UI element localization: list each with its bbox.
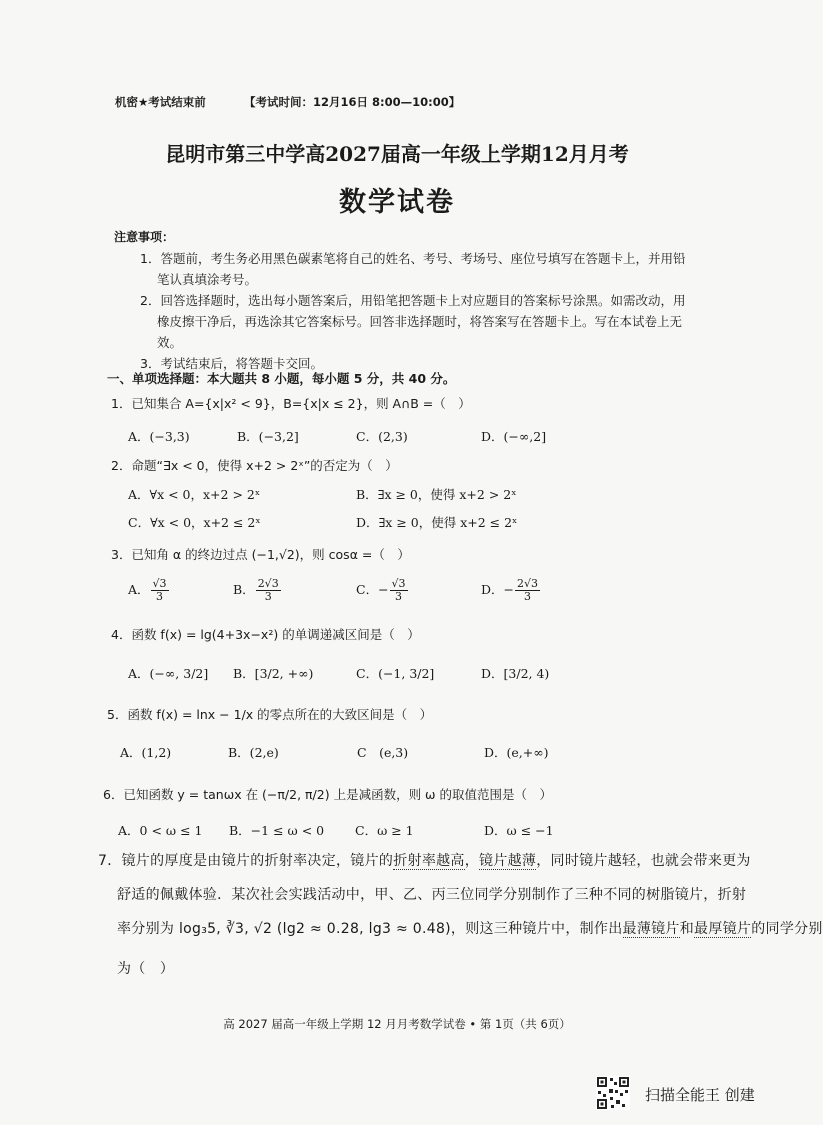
note-3: 3．考试结束后，将答题卡交回。 [140, 356, 323, 371]
note-1-cont: 笔认真填涂考号。 [157, 272, 258, 287]
q5-option-a: A．(1,2) [120, 745, 172, 760]
q6-option-b: B．−1 ≤ ω < 0 [229, 823, 325, 838]
question-7-line-1: 7．镜片的厚度是由镜片的折射率决定，镜片的折射率越高，镜片越薄，同时镜片越轻，也就会带来更为 [98, 853, 751, 869]
question-4: 4．函数 f(x) = lg(4+3x−x²) 的单调递减区间是（ ） [111, 627, 420, 642]
q6-option-d: D．ω ≤ −1 [484, 823, 554, 838]
note-2-cont2: 效。 [157, 335, 183, 350]
q1-option-d: D．(−∞,2] [481, 429, 547, 444]
q1-option-b: B．(−3,2] [237, 429, 299, 444]
q3-option-c: C．− $\frac{√3}{3}$ [356, 577, 406, 603]
q6-option-c: C．ω ≥ 1 [355, 823, 414, 838]
q2-option-d: D．∃x ≥ 0，使得 x+2 ≤ 2ˣ [356, 515, 518, 530]
question-7-line-2: 舒适的佩戴体验．某次社会实践活动中，甲、乙、丙三位同学分别制作了三种不同的树脂镜片，折射 [117, 887, 747, 903]
page-footer: 高 2027 届高一年级上学期 12 月月考数学试卷 • 第 1页（共 6页） [223, 1017, 571, 1031]
note-2: 2．回答选择题时，选出每小题答案后，用铅笔把答题卡上对应题目的答案标号涂黑。如需改动，用 [140, 293, 686, 308]
q5-option-c: C (e,3) [357, 745, 409, 760]
question-7-line-3: 率分别为 log₃5, ∛3, √2 (lg2 ≈ 0.28, lg3 ≈ 0.48)，则这三种镜片中，制作出最薄镜片和最厚镜片的同学分别 [117, 921, 823, 937]
exam-time: 【考试时间：12月16日 8:00—10:00】 [244, 95, 461, 109]
question-3: 3．已知角 α 的终边过点 (−1,√2)，则 cosα =（ ） [111, 547, 410, 562]
q4-option-a: A．(−∞, 3/2] [128, 666, 209, 681]
q5-option-b: B．(2,e) [228, 745, 279, 760]
q2-option-a: A．∀x < 0，x+2 > 2ˣ [128, 487, 261, 502]
q3-option-d: D．− $\frac{2√3}{3}$ [481, 577, 539, 603]
q4-option-b: B．[3/2, +∞) [233, 666, 314, 681]
q3-option-b: B． $\frac{2√3}{3}$ [233, 577, 279, 603]
note-1: 1．答题前，考生务必用黑色碳素笔将自己的姓名、考号、考场号、座位号填写在答题卡上，并用铅 [140, 251, 686, 266]
q3-option-a: A． $\frac{√3}{3}$ [128, 577, 167, 603]
notes-heading: 注意事项： [114, 230, 175, 244]
q1-option-c: C．(2,3) [356, 429, 408, 444]
emphasis-thickest: 最厚镜片 [694, 921, 752, 937]
q6-option-a: A．0 < ω ≤ 1 [118, 823, 203, 838]
question-6: 6．已知函数 y = tanωx 在 (−π/2, π/2) 上是减函数，则 ω 的取值范围是（ ） [103, 787, 552, 802]
q2-option-c: C．∀x < 0，x+2 ≤ 2ˣ [128, 515, 261, 530]
qr-code-icon [596, 1076, 630, 1110]
q2-option-b: B．∃x ≥ 0，使得 x+2 > 2ˣ [356, 487, 517, 502]
question-7-line-4: 为（ ） [117, 961, 175, 977]
question-1: 1．已知集合 A={x|x² < 9}，B={x|x ≤ 2}，则 A∩B =（ ） [111, 396, 471, 411]
q5-option-d: D．(e,+∞) [484, 745, 549, 760]
scanner-watermark: 扫描全能王 创建 [645, 1086, 755, 1104]
confidential-label: 机密★考试结束前 [115, 95, 206, 109]
note-2-cont: 橡皮擦干净后，再选涂其它答案标号。回答非选择题时，将答案写在答题卡上。写在本试卷上无 [157, 314, 683, 329]
section-heading: 一、单项选择题：本大题共 8 小题，每小题 5 分，共 40 分。 [107, 371, 456, 386]
q4-option-d: D．[3/2, 4) [481, 666, 550, 681]
emphasis-thinnest: 最薄镜片 [622, 921, 680, 937]
emphasis-thinner: 镜片越薄 [479, 853, 537, 869]
question-5: 5．函数 f(x) = lnx − 1/x 的零点所在的大致区间是（ ） [107, 707, 433, 722]
question-2: 2．命题“∃x < 0，使得 x+2 > 2ˣ”的否定为（ ） [111, 458, 398, 473]
exam-header [115, 94, 460, 110]
emphasis-refractive: 折射率越高 [393, 853, 465, 869]
exam-subject: 数学试卷 [339, 187, 455, 218]
q4-option-c: C．(−1, 3/2] [356, 666, 435, 681]
q1-option-a: A．(−3,3) [128, 429, 190, 444]
exam-title: 昆明市第三中学高2027届高一年级上学期12月月考 [165, 142, 629, 166]
